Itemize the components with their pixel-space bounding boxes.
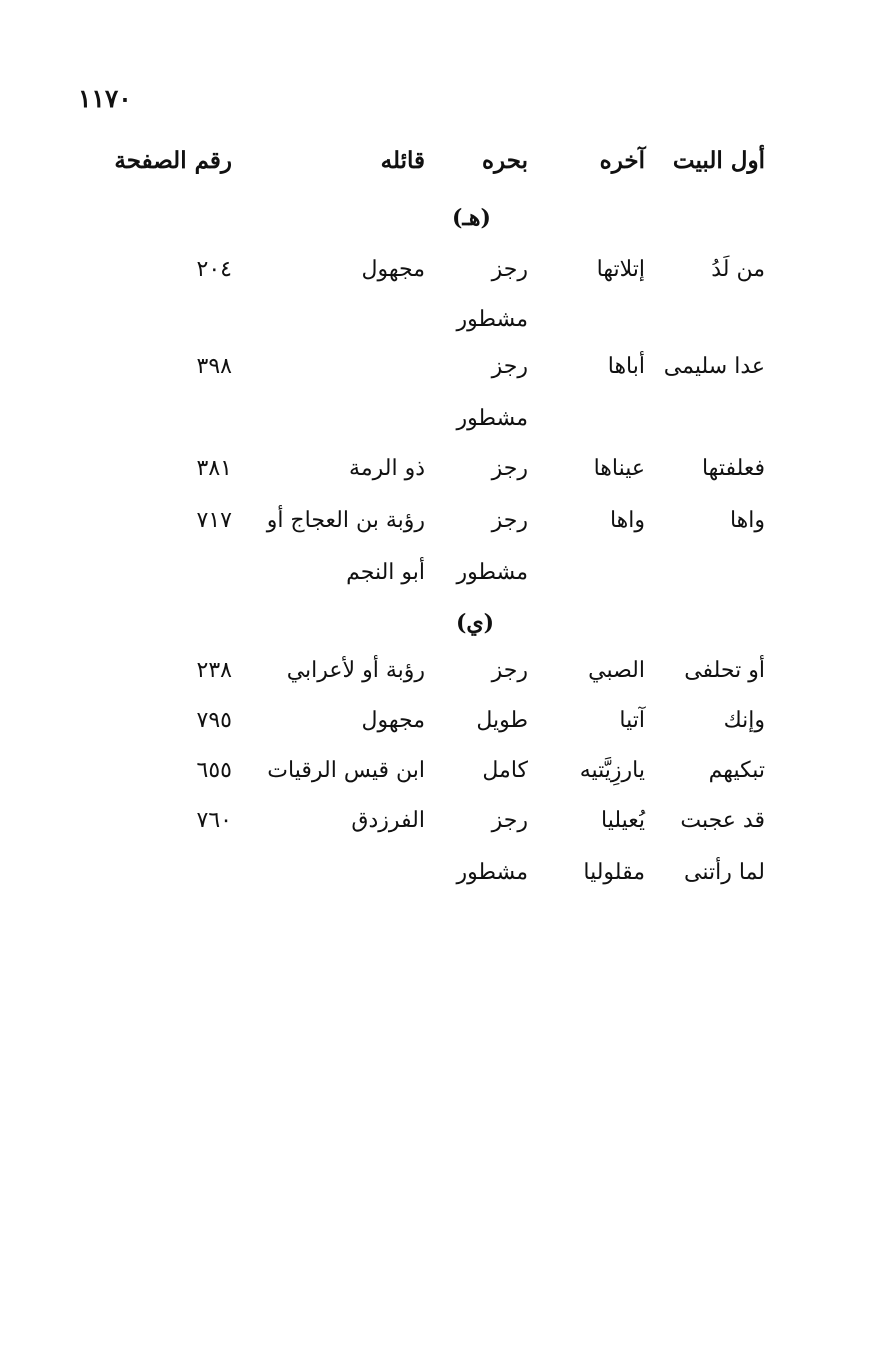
row-last: إتلاتها [596,257,645,282]
row-meter: رجز [491,658,528,683]
row-poet: ابن قيس الرقيات [267,758,425,783]
row-first: لما رأتنى [684,860,765,885]
row-first: واها [729,508,765,533]
row-first: أو تحلفى [684,658,765,683]
row-first: وإنك [723,708,765,733]
row-poet: أبو النجم [346,560,425,585]
row-last: الصبي [588,658,645,683]
row-meter: رجز [491,257,528,282]
row-page: ٧١٧ [196,508,232,533]
header-first: أول البيت [672,147,765,174]
header-meter: بحره [482,147,528,174]
row-first: من لَدُ [711,257,765,282]
row-meter: مشطور [456,307,528,332]
row-page: ٣٨١ [196,456,232,481]
row-poet: الفرزدق [351,808,425,833]
header-last: آخره [599,147,645,174]
row-poet: رؤبة بن العجاج أو [266,508,425,533]
row-page: ٢٣٨ [196,658,232,683]
row-page: ٦٥٥ [196,758,232,783]
row-first: عدا سليمى [663,354,765,379]
row-poet: مجهول [361,708,425,733]
row-last: عيناها [593,456,645,481]
row-last: واها [609,508,645,533]
row-poet: رؤبة أو لأعرابي [286,658,425,683]
row-meter: كامل [482,758,528,783]
row-meter: مشطور [456,560,528,585]
page-number: ١١٧٠ [78,84,132,113]
header-page: رقم الصفحة [114,147,232,174]
row-meter: رجز [491,354,528,379]
row-last: يُعيليا [601,808,645,833]
row-first: فعلفتها [701,456,765,481]
row-page: ٢٠٤ [196,257,232,282]
row-page: ٧٩٥ [196,708,232,733]
row-meter: رجز [491,456,528,481]
header-poet: قائله [380,147,425,174]
section-heading: (هـ) [452,205,491,231]
row-last: يارزِيَّتيه [579,758,645,783]
row-poet: ذو الرمة [349,456,425,481]
row-last: أباها [607,354,645,379]
row-meter: رجز [491,508,528,533]
row-first: قد عجبت [680,808,765,833]
section-heading: (ي) [456,610,495,636]
row-first: تبكيهم [708,758,765,783]
row-poet: مجهول [361,257,425,282]
row-meter: مشطور [456,860,528,885]
row-last: مقلوليا [583,860,645,885]
row-page: ٣٩٨ [196,354,232,379]
row-meter: مشطور [456,406,528,431]
row-last: آتيا [619,708,645,733]
row-page: ٧٦٠ [196,808,232,833]
row-meter: طويل [476,708,528,733]
row-meter: رجز [491,808,528,833]
